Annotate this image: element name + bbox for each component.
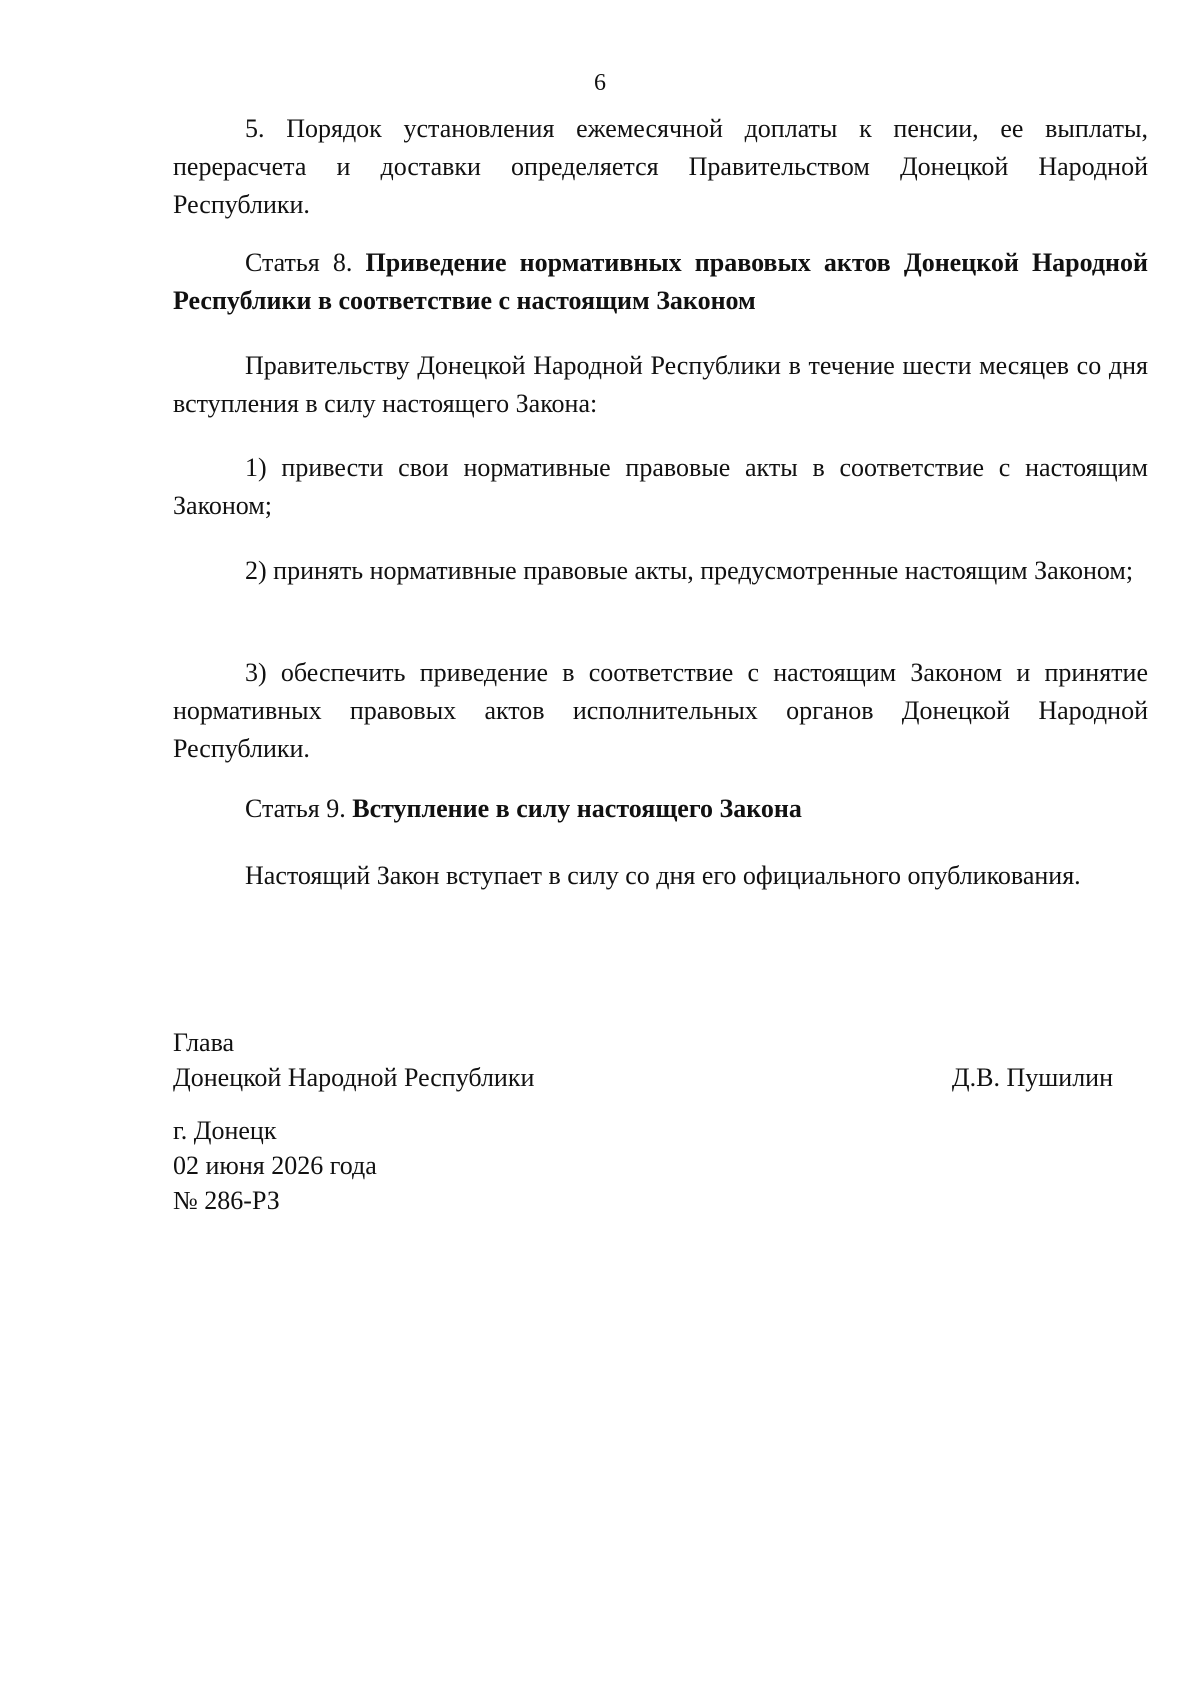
paragraph-5: 5. Порядок установления ежемесячной доплаты к пенсии, ее выплаты, перерасчета и доставки определяется Правительством Донецкой Народной Республики.: [173, 114, 1148, 219]
article-9-text: Настоящий Закон вступает в силу со дня его официального опубликования.: [245, 861, 1081, 890]
article-8-item-2: 2) принять нормативные правовые акты, предусмотренные настоящим Законом;: [245, 556, 1134, 585]
page-number: 6: [594, 70, 606, 96]
signer-position-line2: Донецкой Народной Республики: [173, 1063, 535, 1092]
article-9-heading: [173, 790, 1148, 828]
signer-position-line1: Глава: [173, 1028, 235, 1057]
article-8-label: Статья 8.: [245, 248, 353, 277]
city: г. Донецк: [173, 1116, 277, 1145]
law-number: № 286-РЗ: [173, 1186, 280, 1215]
article-8-intro: Правительству Донецкой Народной Республики в течение шести месяцев со дня вступления в силу настоящего Закона:: [173, 351, 1148, 418]
law-date: 02 июня 2026 года: [173, 1151, 377, 1180]
article-9-label: Статья 9.: [245, 794, 346, 823]
article-8-item-1: 1) привести свои нормативные правовые акты в соответствие с настоящим Законом;: [173, 453, 1148, 520]
article-9-title: Вступление в силу настоящего Закона: [352, 794, 802, 823]
article-8-item-3: 3) обеспечить приведение в соответствие с настоящим Законом и принятие нормативных правовых актов исполнительных органов Донецкой Народной Республики.: [173, 658, 1148, 763]
signature-block: [173, 1025, 1148, 1095]
document-meta: [173, 1113, 1148, 1218]
signer-name: Д.В. Пушилин: [951, 1063, 1113, 1092]
article-8-heading: [173, 244, 1148, 320]
article-8-title: Приведение нормативных правовых актов Донецкой Народной Республики в соответствие с настоящим Законом: [173, 248, 1148, 315]
